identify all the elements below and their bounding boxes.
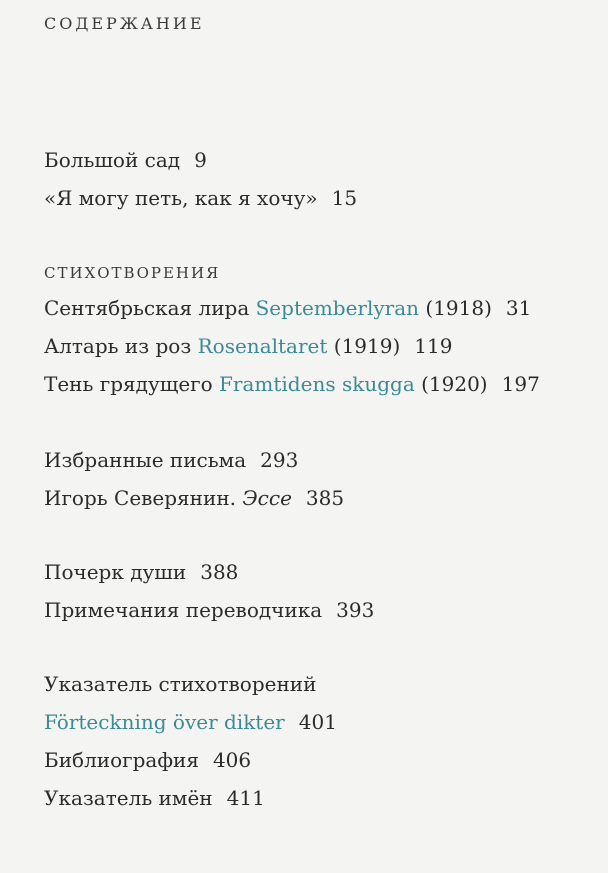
entry-page: 293	[260, 448, 299, 472]
entry-title: Избранные письма	[44, 448, 247, 472]
entry-page: 119	[414, 334, 453, 358]
entry-title: Примечания переводчика	[44, 598, 323, 622]
toc-entry-shadow-of-future[interactable]	[44, 374, 540, 394]
entry-page: 388	[200, 560, 239, 584]
entry-page: 385	[305, 486, 345, 510]
entry-title-ru: Алтарь из роз	[44, 334, 192, 358]
entry-suffix: Эссе	[242, 486, 292, 510]
entry-title-ru: Тень грядущего	[44, 372, 213, 396]
toc-entry-bibliography[interactable]	[44, 750, 251, 770]
entry-page: 411	[226, 786, 265, 810]
entry-year: (1920)	[421, 372, 488, 396]
entry-page: 406	[212, 748, 252, 772]
section-label-poems: СТИХОТВОРЕНИЯ	[44, 264, 221, 282]
entry-page: 31	[505, 296, 532, 320]
toc-entry-i-can-sing[interactable]	[44, 188, 357, 208]
entry-title-sv: Förteckning över dikter	[44, 710, 285, 734]
entry-title: «Я могу петь, как я хочу»	[44, 186, 318, 210]
toc-entry-selected-letters[interactable]	[44, 450, 298, 470]
entry-title: Почерк души	[44, 560, 187, 584]
entry-page: 197	[501, 372, 540, 396]
entry-year: (1919)	[333, 334, 401, 358]
entry-title: Игорь Северянин.	[44, 486, 237, 510]
entry-title: Указатель имён	[44, 786, 213, 810]
entry-year: (1918)	[425, 296, 492, 320]
entry-title: Библиография	[44, 748, 199, 772]
toc-entry-poem-index-sv[interactable]	[44, 712, 337, 732]
entry-title-sv: Septemberlyran	[255, 296, 420, 320]
entry-page: 9	[194, 148, 207, 172]
entry-title-sv: Framtidens skugga	[219, 372, 415, 396]
toc-entry-big-garden[interactable]	[44, 150, 207, 170]
toc-entry-poem-index[interactable]	[44, 674, 316, 694]
toc-entry-translator-notes[interactable]	[44, 600, 374, 620]
entry-title: Большой сад	[44, 148, 181, 172]
entry-title: Указатель стихотворений	[44, 672, 317, 696]
entry-title-sv: Rosenaltaret	[197, 334, 328, 358]
toc-entry-handwriting-of-soul[interactable]	[44, 562, 238, 582]
toc-entry-severyanin-essay[interactable]	[44, 488, 344, 508]
toc-entry-september-lyre[interactable]	[44, 298, 531, 318]
toc-entry-name-index[interactable]	[44, 788, 265, 808]
entry-page: 15	[331, 186, 358, 210]
entry-page: 401	[298, 710, 337, 734]
entry-title-ru: Сентябрьская лира	[44, 296, 250, 320]
entry-page: 393	[336, 598, 375, 622]
toc-entry-altar-of-roses[interactable]	[44, 336, 452, 356]
page-title: СОДЕРЖАНИЕ	[44, 14, 205, 33]
